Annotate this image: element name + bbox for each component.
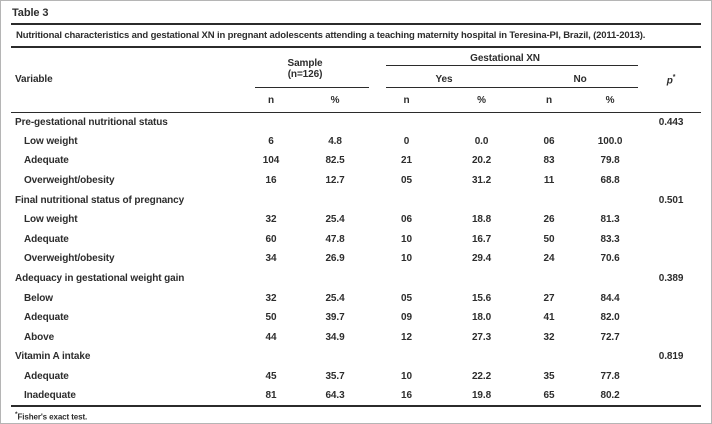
- empty-cell: [641, 249, 701, 269]
- empty-cell: [241, 269, 301, 289]
- value-cell: 24: [543, 253, 555, 265]
- category-label: Pre-gestational nutritional status: [15, 116, 168, 128]
- row-label: Below: [24, 292, 53, 304]
- data-row: [11, 132, 701, 152]
- empty-cell: [301, 112, 369, 132]
- value-cell: 70.6: [600, 253, 620, 265]
- value-cell: 35.7: [325, 371, 345, 383]
- column-header-p: [641, 48, 701, 112]
- row-label: Low weight: [24, 214, 78, 226]
- empty-cell: [641, 171, 701, 191]
- p-value: 0.389: [658, 273, 684, 285]
- value-cell: 39.7: [325, 312, 345, 324]
- data-row: [11, 367, 701, 387]
- row-label: Inadequate: [24, 390, 76, 402]
- subheader-n: n: [403, 95, 410, 107]
- value-cell: 83.3: [600, 233, 620, 245]
- value-cell: 19.8: [471, 390, 492, 402]
- category-label: Final nutritional status of pregnancy: [15, 194, 185, 206]
- table-header: [11, 48, 701, 112]
- subheader-n: n: [546, 95, 553, 107]
- p-value: 0.819: [658, 351, 684, 363]
- value-cell: 68.8: [600, 175, 620, 187]
- empty-cell: [369, 269, 444, 289]
- empty-cell: [444, 347, 519, 367]
- sample-underline-rule: [255, 87, 369, 88]
- data-row: [11, 308, 701, 328]
- value-cell: 44: [265, 331, 277, 343]
- value-cell: 26.9: [325, 253, 345, 265]
- footnote-asterisk: *: [15, 410, 18, 418]
- empty-cell: [301, 269, 369, 289]
- empty-cell: [519, 190, 579, 210]
- value-cell: 50: [543, 233, 555, 245]
- value-cell: 25.4: [325, 214, 345, 226]
- data-row: [11, 171, 701, 191]
- category-row: [11, 269, 701, 289]
- data-row: [11, 151, 701, 171]
- empty-cell: [641, 367, 701, 387]
- yes-label: Yes: [435, 73, 453, 85]
- value-cell: 82.0: [600, 312, 620, 324]
- empty-cell: [641, 288, 701, 308]
- value-cell: 81.3: [600, 214, 620, 226]
- row-label: Overweight/obesity: [24, 175, 115, 187]
- value-cell: 26: [543, 214, 555, 226]
- value-cell: 6: [268, 135, 274, 147]
- empty-cell: [641, 230, 701, 250]
- value-cell: 47.8: [325, 233, 345, 245]
- empty-cell: [369, 347, 444, 367]
- value-cell: 45: [265, 371, 277, 383]
- value-cell: 16: [265, 175, 277, 187]
- empty-cell: [241, 190, 301, 210]
- data-row: [11, 230, 701, 250]
- row-label: Adequate: [24, 371, 69, 383]
- value-cell: 27.3: [471, 331, 492, 343]
- value-cell: 31.2: [471, 175, 492, 187]
- value-cell: 22.2: [471, 371, 492, 383]
- data-row: [11, 288, 701, 308]
- subheader-pct: %: [330, 95, 340, 107]
- empty-cell: [579, 112, 641, 132]
- subheader-pct: %: [477, 95, 486, 107]
- value-cell: 35: [543, 371, 555, 383]
- row-label: Adequate: [24, 155, 69, 167]
- value-cell: 83: [543, 155, 555, 167]
- value-cell: 41: [543, 312, 555, 324]
- row-label: Adequate: [24, 312, 69, 324]
- empty-cell: [369, 112, 444, 132]
- value-cell: 10: [401, 253, 412, 265]
- p-label: p: [666, 74, 673, 86]
- table-body: [11, 112, 701, 406]
- empty-cell: [519, 112, 579, 132]
- value-cell: 84.4: [600, 292, 620, 304]
- value-cell: 82.5: [325, 155, 345, 167]
- empty-cell: [641, 132, 701, 152]
- p-value: 0.501: [658, 194, 684, 206]
- value-cell: 27: [543, 292, 555, 304]
- empty-cell: [301, 190, 369, 210]
- value-cell: 18.0: [471, 312, 492, 324]
- category-label: Adequacy in gestational weight gain: [15, 273, 185, 285]
- row-label: Low weight: [24, 135, 78, 147]
- value-cell: 20.2: [471, 155, 492, 167]
- empty-cell: [519, 269, 579, 289]
- category-row: [11, 112, 701, 132]
- category-row: [11, 347, 701, 367]
- value-cell: 12.7: [325, 175, 345, 187]
- footnote-text: Fisher's exact test.: [17, 412, 88, 422]
- value-cell: 21: [401, 155, 412, 167]
- empty-cell: [641, 328, 701, 348]
- empty-cell: [444, 190, 519, 210]
- value-cell: 32: [265, 214, 277, 226]
- value-cell: 12: [401, 331, 412, 343]
- sample-label: Sample: [287, 57, 323, 69]
- value-cell: 15.6: [471, 292, 492, 304]
- empty-cell: [641, 210, 701, 230]
- empty-cell: [369, 190, 444, 210]
- gestational-xn-label: Gestational XN: [470, 52, 540, 64]
- value-cell: 32: [543, 331, 555, 343]
- value-cell: 64.3: [325, 390, 345, 402]
- value-cell: 06: [401, 214, 412, 226]
- empty-cell: [444, 269, 519, 289]
- data-table: [11, 48, 701, 407]
- yes-underline-rule: [386, 87, 519, 88]
- category-row: [11, 190, 701, 210]
- value-cell: 29.4: [471, 253, 492, 265]
- table-caption: Nutritional characteristics and gestational XN in pregnant adolescents attending a teaching maternity hospital in Teresina-PI, Brazil, (2011-2013).: [16, 30, 646, 41]
- value-cell: 16: [401, 390, 412, 402]
- empty-cell: [579, 269, 641, 289]
- empty-cell: [641, 386, 701, 406]
- subheader-n: n: [267, 95, 274, 107]
- data-row: [11, 386, 701, 406]
- value-cell: 100.0: [597, 135, 623, 147]
- value-cell: 81: [265, 390, 277, 402]
- empty-cell: [641, 308, 701, 328]
- sample-n-label: (n=126): [287, 69, 323, 80]
- subheader-pct: %: [605, 95, 615, 107]
- row-label: Overweight/obesity: [24, 253, 115, 265]
- value-cell: 11: [543, 175, 555, 187]
- value-cell: 06: [543, 135, 555, 147]
- value-cell: 65: [543, 390, 555, 402]
- column-header-yes: [369, 68, 519, 90]
- column-header-no: [519, 68, 641, 90]
- value-cell: 79.8: [600, 155, 620, 167]
- value-cell: 09: [401, 312, 412, 324]
- column-header-gestational-xn: [369, 48, 641, 68]
- value-cell: 72.7: [600, 331, 620, 343]
- empty-cell: [641, 151, 701, 171]
- row-label: Adequate: [24, 233, 69, 245]
- empty-cell: [579, 190, 641, 210]
- value-cell: 77.8: [600, 371, 620, 383]
- data-row: [11, 210, 701, 230]
- gestational-xn-underline-rule: [386, 65, 638, 66]
- empty-cell: [241, 112, 301, 132]
- value-cell: 10: [401, 233, 412, 245]
- value-cell: 05: [401, 292, 412, 304]
- value-cell: 0: [403, 135, 410, 147]
- category-label: Vitamin A intake: [15, 351, 91, 363]
- value-cell: 05: [401, 175, 412, 187]
- empty-cell: [519, 347, 579, 367]
- value-cell: 34: [265, 253, 277, 265]
- value-cell: 34.9: [325, 331, 345, 343]
- no-underline-rule: [519, 87, 638, 88]
- empty-cell: [579, 347, 641, 367]
- value-cell: 0.0: [474, 135, 489, 147]
- value-cell: 10: [401, 371, 412, 383]
- table-title: Table 3: [12, 7, 49, 19]
- column-header-sample: [241, 48, 369, 90]
- no-label: No: [573, 73, 587, 85]
- data-row: [11, 328, 701, 348]
- row-label: Above: [24, 331, 55, 343]
- empty-cell: [301, 347, 369, 367]
- value-cell: 60: [265, 233, 277, 245]
- value-cell: 25.4: [325, 292, 345, 304]
- value-cell: 80.2: [600, 390, 620, 402]
- data-row: [11, 249, 701, 269]
- value-cell: 18.8: [471, 214, 492, 226]
- empty-cell: [444, 112, 519, 132]
- empty-cell: [241, 347, 301, 367]
- value-cell: 4.8: [328, 135, 342, 147]
- table-footnote: [11, 407, 701, 422]
- value-cell: 104: [262, 155, 280, 167]
- column-header-variable: Variable: [15, 74, 53, 86]
- value-cell: 16.7: [471, 233, 492, 245]
- value-cell: 50: [265, 312, 277, 324]
- p-value: 0.443: [658, 116, 684, 128]
- value-cell: 32: [265, 292, 277, 304]
- p-asterisk: *: [672, 73, 676, 81]
